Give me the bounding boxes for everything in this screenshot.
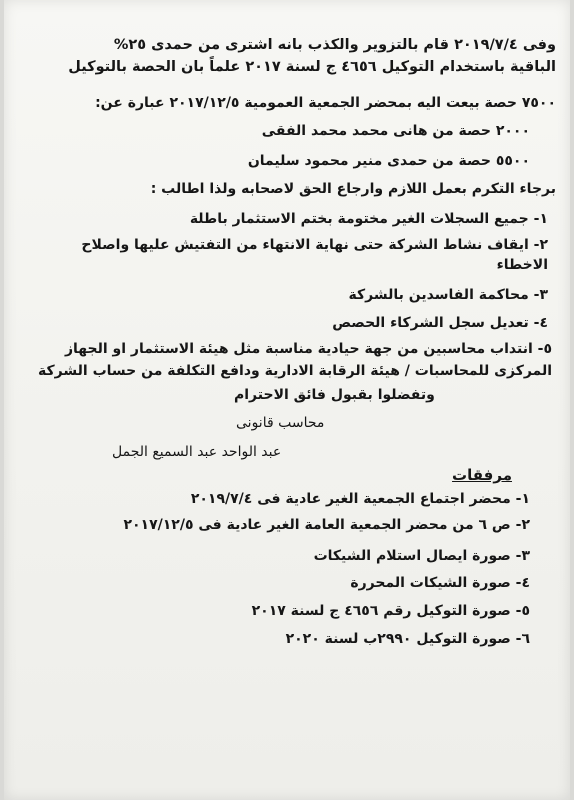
attachment-item-3: ٣- صورة ايصال استلام الشيكات: [313, 548, 530, 564]
demand-item-5-continued: المركزى للمحاسبات / هيئة الرقابة الادارية ودافع التكلفة من حساب الشركة: [38, 363, 552, 379]
demand-item-3: ٣- محاكمة الفاسدين بالشركة: [348, 287, 548, 303]
intro-line-1: وفى ٢٠١٩/٧/٤ قام بالتزوير والكذب بانه اشترى من حمدى ٢٥%: [113, 37, 556, 53]
signature-name: عبد الواحد عبد السميع الجمل: [112, 444, 282, 460]
intro-line-2: الباقية باستخدام التوكيل ٤٦٥٦ ج لسنة ٢٠١٧ علماً بان الحصة بالتوكيل: [68, 59, 556, 75]
shares-line-hamdy: ٥٥٠٠ حصة من حمدى منير محمود سليمان: [247, 153, 530, 169]
attachment-item-2: ٢- ص ٦ من محضر الجمعية العامة الغير عادية فى ٢٠١٧/١٢/٥: [123, 517, 530, 533]
demand-item-2-continued: الاخطاء: [496, 257, 548, 273]
request-intro: برجاء التكرم بعمل اللازم وارجاع الحق لاصحابه ولذا اطالب :: [150, 181, 556, 197]
attachment-item-4: ٤- صورة الشيكات المحررة: [350, 575, 530, 591]
attachment-item-1: ١- محضر اجتماع الجمعية الغير عادية فى ٢٠١٩/٧/٤: [190, 491, 530, 507]
demand-item-4: ٤- تعديل سجل الشركاء الحصص: [332, 315, 548, 331]
document-page: [4, 0, 570, 800]
attachment-item-6: ٦- صورة التوكيل ٢٩٩٠ب لسنة ٢٠٢٠: [285, 631, 530, 647]
demand-item-1: ١- جميع السجلات الغير مختومة بختم الاستثمار باطلة: [189, 211, 548, 227]
demand-item-5: ٥- انتداب محاسبين من جهة حيادية مناسبة مثل هيئة الاستثمار او الجهاز: [64, 341, 552, 357]
closing-greeting: وتفضلوا بقبول فائق الاحترام: [234, 387, 435, 403]
attachments-heading: مرفقات: [452, 466, 512, 484]
shares-line-total: ٧٥٠٠ حصة بيعت اليه بمحضر الجمعية العمومية ٢٠١٧/١٢/٥ عبارة عن:: [95, 95, 556, 111]
attachment-item-5: ٥- صورة التوكيل رقم ٤٦٥٦ ج لسنة ٢٠١٧: [251, 603, 530, 619]
signature-title: محاسب قانونى: [236, 415, 325, 431]
demand-item-2: ٢- ايقاف نشاط الشركة حتى نهاية الانتهاء من التفتيش عليها واصلاح: [81, 237, 548, 253]
shares-line-hany: ٢٠٠٠ حصة من هانى محمد محمد الفقى: [261, 123, 530, 139]
